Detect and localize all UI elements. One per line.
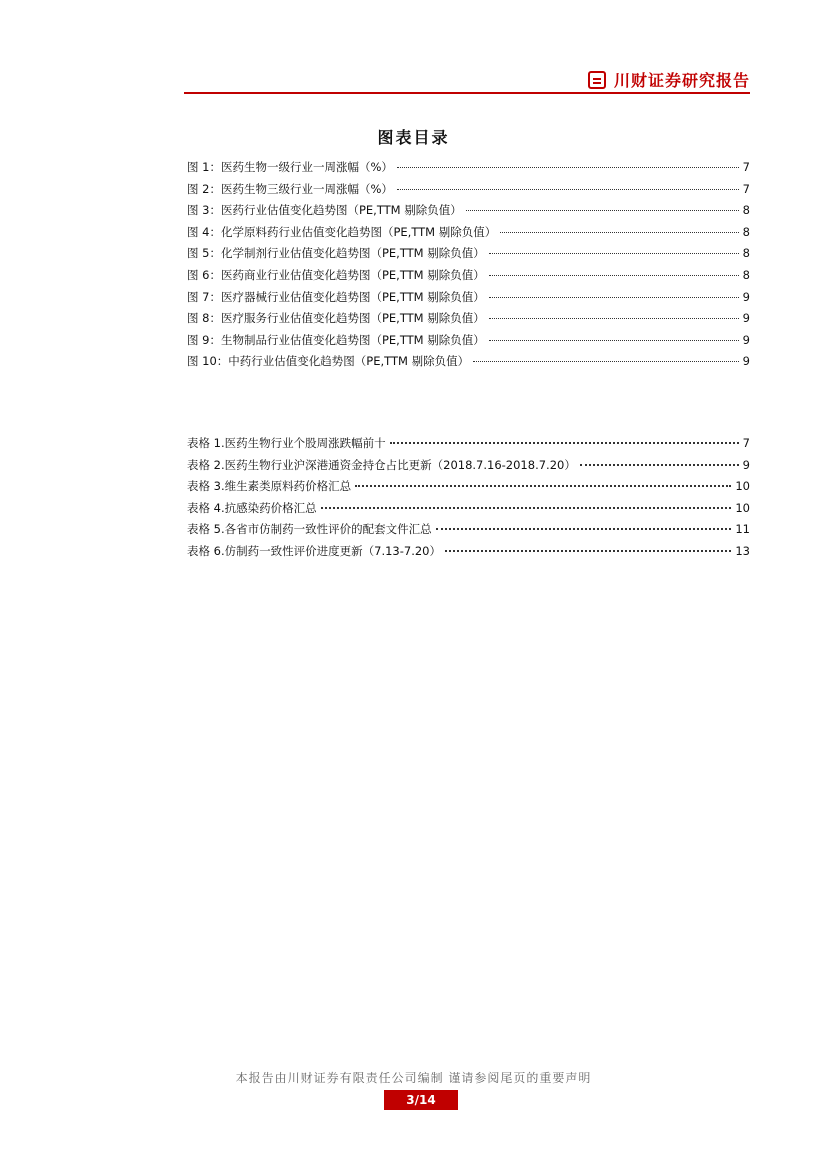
- page-number: 3/14: [384, 1090, 458, 1110]
- entry-page: 9: [742, 332, 750, 347]
- table-entry[interactable]: [187, 478, 750, 500]
- figure-entry[interactable]: [187, 310, 750, 332]
- entry-page: 11: [735, 522, 750, 537]
- table-list: [187, 435, 750, 565]
- dot-leader: [466, 210, 739, 211]
- dot-leader: [473, 361, 739, 362]
- entry-page: 9: [742, 354, 750, 369]
- toc-title: 图表目录: [377, 128, 450, 147]
- entry-label: 图 3：医药行业估值变化趋势图（PE,TTM 剔除负值）: [187, 203, 462, 218]
- entry-label: 表格 6.仿制药一致性评价进度更新（7.13-7.20）: [187, 543, 441, 558]
- header-brand: [588, 68, 750, 91]
- entry-label: 表格 3.维生素类原料药价格汇总: [187, 479, 352, 494]
- entry-label: 表格 1.医药生物行业个股周涨跌幅前十: [187, 436, 386, 450]
- dot-leader: [489, 297, 739, 298]
- entry-page: 8: [742, 246, 750, 261]
- entry-page: 8: [742, 224, 750, 239]
- dot-leader: [489, 275, 739, 276]
- entry-label: 图 5：化学制剂行业估值变化趋势图（PE,TTM 剔除负值）: [187, 246, 485, 261]
- table-entry[interactable]: [187, 435, 750, 457]
- figure-entry[interactable]: [187, 245, 750, 267]
- entry-label: 图 9：生物制品行业估值变化趋势图（PE,TTM 剔除负值）: [187, 332, 485, 347]
- table-entry[interactable]: [187, 500, 750, 522]
- figure-entry[interactable]: [187, 289, 750, 311]
- dot-leader: [489, 253, 739, 254]
- entry-page: 7: [742, 436, 750, 450]
- entry-label: 图 6：医药商业行业估值变化趋势图（PE,TTM 剔除负值）: [187, 267, 485, 282]
- dot-leader: [500, 232, 738, 233]
- dot-leader: [321, 507, 732, 509]
- entry-page: 7: [742, 160, 750, 174]
- figure-entry[interactable]: [187, 267, 750, 289]
- figure-entry[interactable]: [187, 224, 750, 246]
- brand-name: 川财证券研究报告: [613, 71, 750, 90]
- entry-label: 表格 4.抗感染药价格汇总: [187, 500, 317, 515]
- header-divider: [184, 92, 750, 94]
- entry-label: 图 2：医药生物三级行业一周涨幅（%）: [187, 181, 393, 196]
- dot-leader: [489, 340, 739, 341]
- entry-page: 7: [742, 181, 750, 196]
- entry-label: 表格 5.各省市仿制药一致性评价的配套文件汇总: [187, 522, 432, 537]
- dot-leader: [390, 442, 739, 444]
- entry-label: 图 10：中药行业估值变化趋势图（PE,TTM 剔除负值）: [187, 354, 470, 369]
- entry-label: 图 8：医疗服务行业估值变化趋势图（PE,TTM 剔除负值）: [187, 311, 485, 326]
- table-entry[interactable]: [187, 521, 750, 543]
- figure-entry[interactable]: [187, 181, 750, 203]
- dot-leader: [489, 318, 739, 319]
- entry-page: 13: [735, 543, 750, 558]
- entry-page: 8: [742, 203, 750, 218]
- entry-label: 图 7：医疗器械行业估值变化趋势图（PE,TTM 剔除负值）: [187, 289, 485, 304]
- entry-page: 10: [735, 500, 750, 515]
- figure-list: [187, 159, 750, 375]
- entry-page: 9: [742, 457, 750, 472]
- table-entry[interactable]: [187, 457, 750, 479]
- entry-label: 表格 2.医药生物行业沪深港通资金持仓占比更新（2018.7.16-2018.7.20）: [187, 457, 576, 472]
- entry-page: 9: [742, 289, 750, 304]
- figure-entry[interactable]: [187, 332, 750, 354]
- entry-page: 8: [742, 267, 750, 282]
- dot-leader: [436, 528, 732, 530]
- figure-entry[interactable]: [187, 353, 750, 375]
- entry-label: 图 1：医药生物一级行业一周涨幅（%）: [187, 160, 393, 174]
- entry-page: 9: [742, 311, 750, 326]
- figure-entry[interactable]: [187, 159, 750, 181]
- brand-logo-icon: [588, 71, 606, 89]
- dot-leader: [580, 464, 739, 466]
- footer-disclaimer: 本报告由川财证券有限责任公司编制 谨请参阅尾页的重要声明: [235, 1071, 592, 1085]
- entry-page: 10: [735, 479, 750, 494]
- dot-leader: [397, 167, 739, 168]
- entry-label: 图 4：化学原料药行业估值变化趋势图（PE,TTM 剔除负值）: [187, 224, 497, 239]
- dot-leader: [355, 485, 731, 487]
- dot-leader: [397, 189, 739, 190]
- table-entry[interactable]: [187, 543, 750, 565]
- dot-leader: [445, 550, 731, 552]
- figure-entry[interactable]: [187, 202, 750, 224]
